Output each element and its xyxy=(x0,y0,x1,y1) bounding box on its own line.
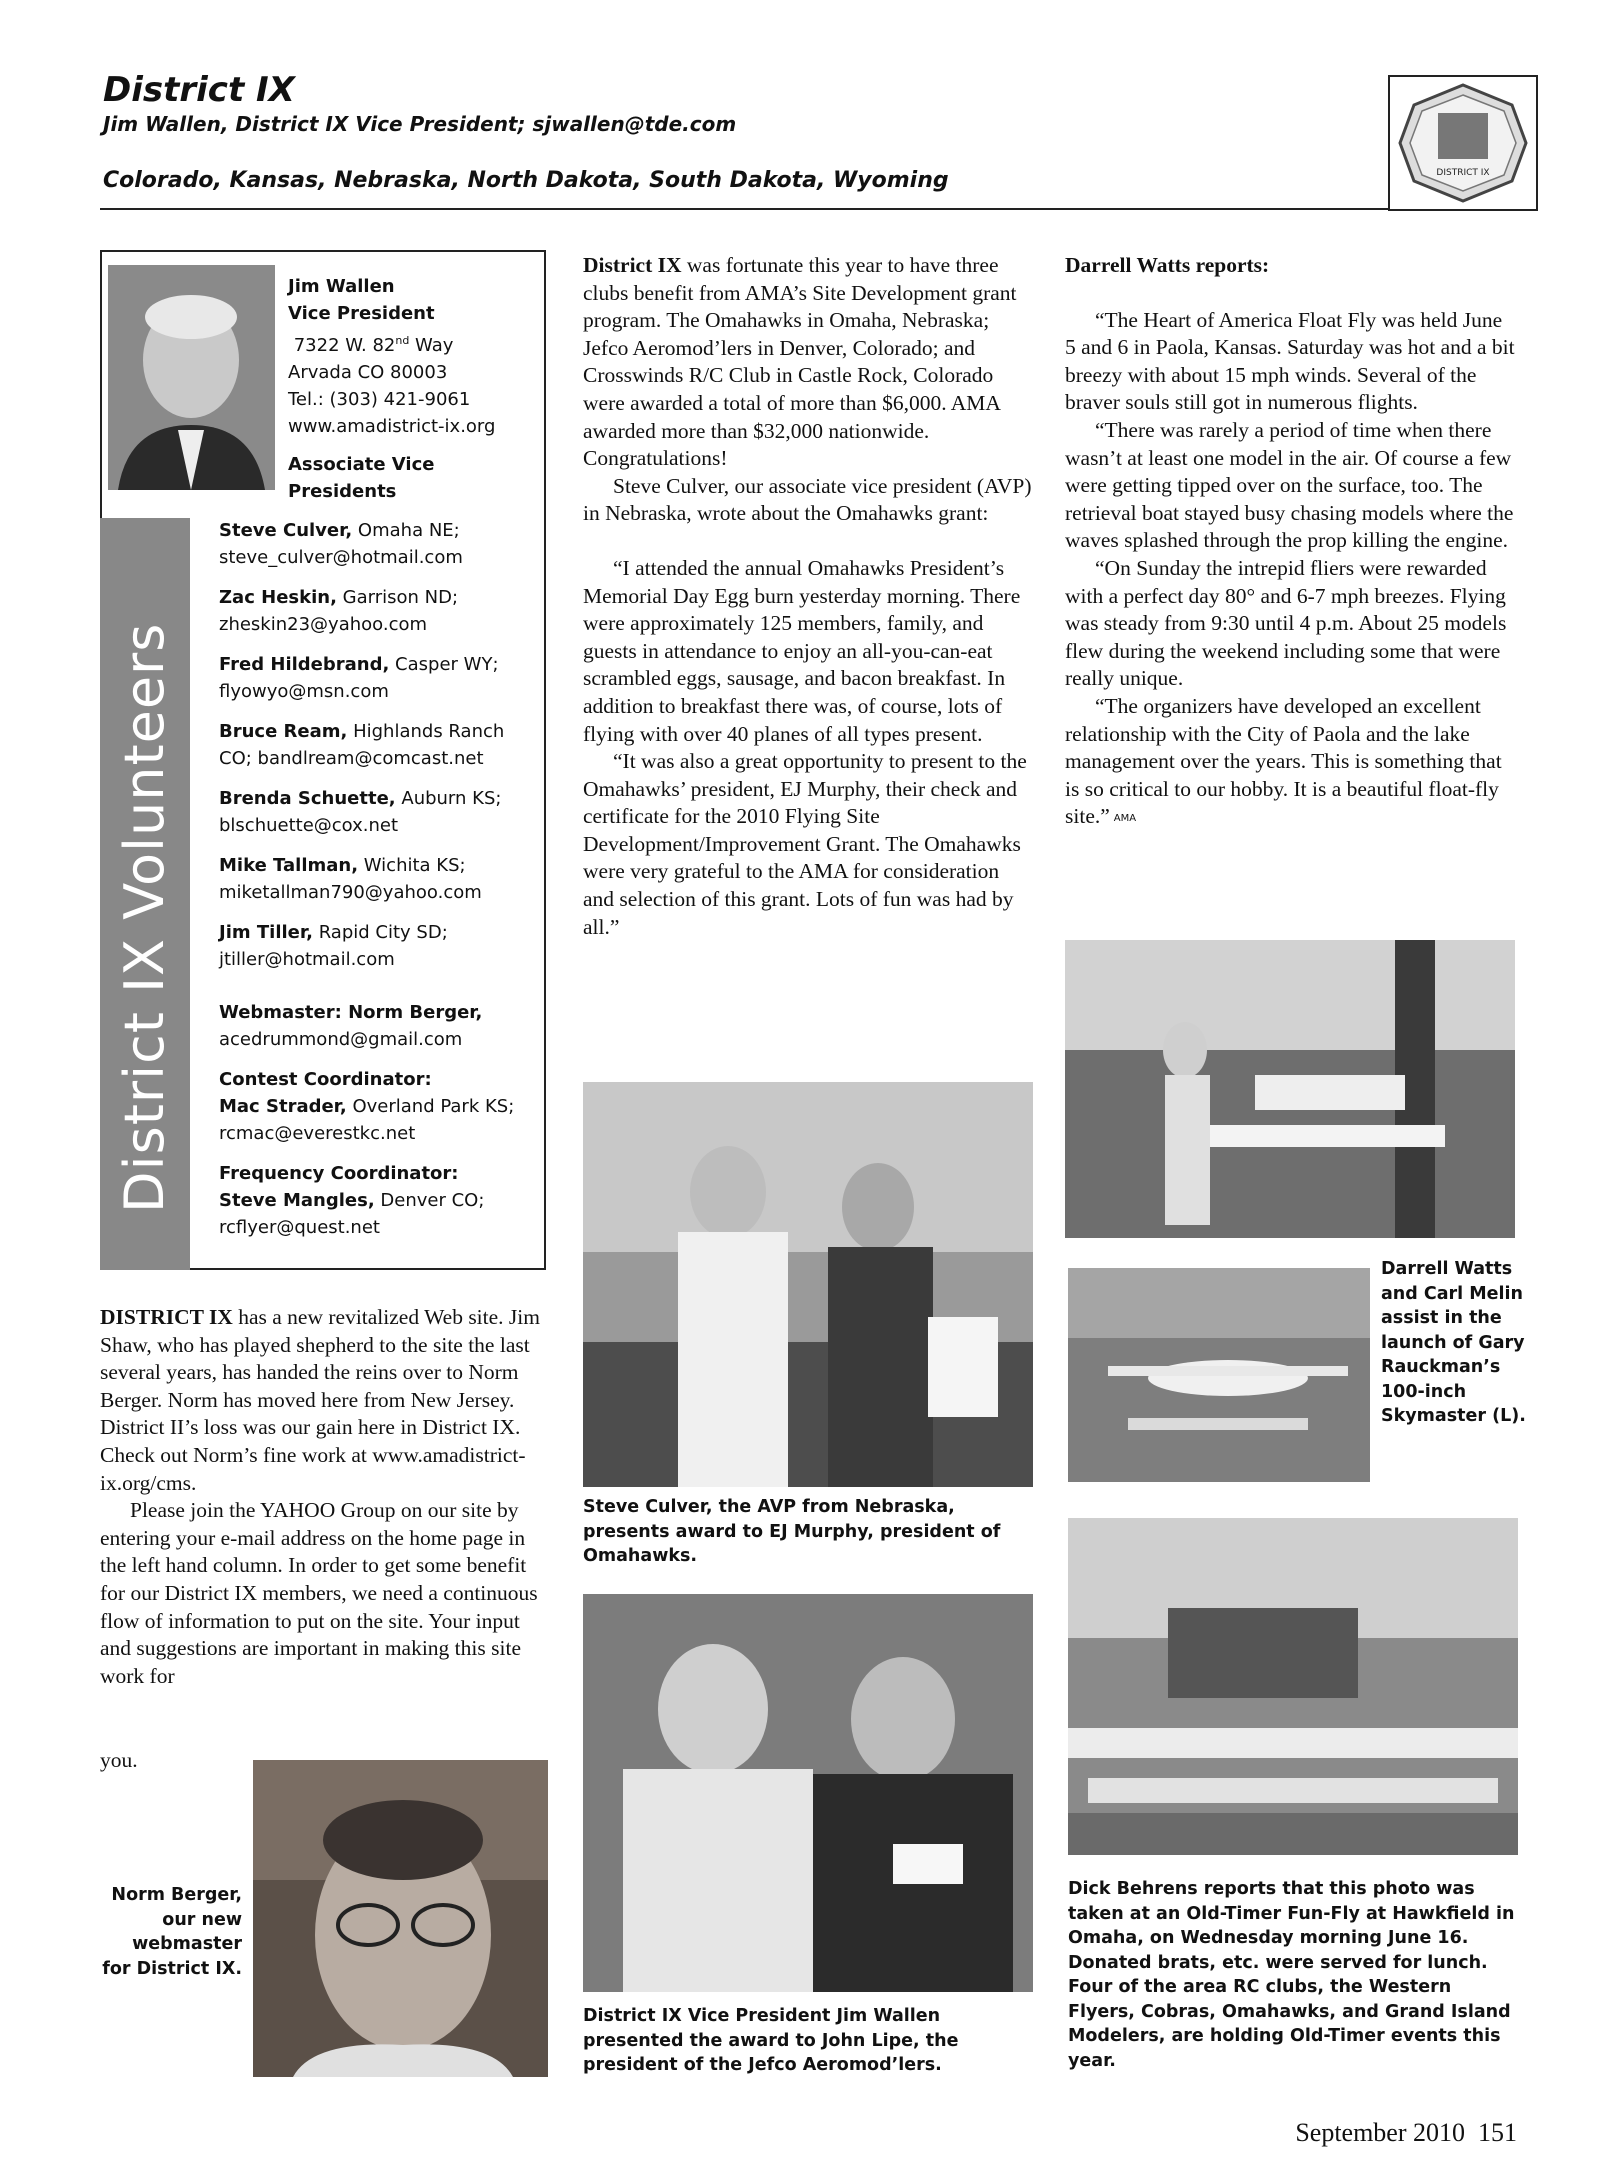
float-fly-photo xyxy=(1065,940,1515,1238)
avp-email[interactable]: jtiller@hotmail.com xyxy=(219,949,395,970)
column1-para1: DISTRICT IX has a new revitalized Web site. Jim Shaw, who has played shepherd to the site the last several years, has handed the reins over to Norm Berger. Norm has moved here from New Jersey. District II’s loss was our gain here in District IX. Check out Norm’s fine work at www.amadistrict-ix.org/cms. xyxy=(100,1305,540,1495)
avp-email[interactable]: zheskin23@yahoo.com xyxy=(219,614,428,635)
district-states: Colorado, Kansas, Nebraska, North Dakota, South Dakota, Wyoming xyxy=(103,168,949,193)
culver-murphy-caption: Steve Culver, the AVP from Nebraska, presents award to EJ Murphy, president of Omahawks. xyxy=(583,1497,1001,1566)
avp-email[interactable]: flyowyo@msn.com xyxy=(219,681,389,702)
culver-murphy-photo xyxy=(583,1082,1033,1487)
column2-para2: Steve Culver, our associate vice president (AVP) in Nebraska, wrote about the Omahawks grant: xyxy=(583,473,1032,526)
old-timer-caption: Dick Behrens reports that this photo was taken at an Old-Timer Fun-Fly at Hawkfield in Omaha, on Wednesday morning June 16. Donated brats, etc. were served for lunch. Four of the area RC clubs, the Western Flyers, Cobras, Omahawks, and Grand Island Modelers, are holding Old-Timer events this year. xyxy=(1068,1879,1515,2071)
header-rule xyxy=(100,208,1390,210)
frequency-email[interactable]: rcflyer@quest.net xyxy=(219,1217,380,1238)
webmaster-entry: Webmaster: Norm Berger, acedrummond@gmail.com xyxy=(219,1002,483,1050)
vp-role: Vice President xyxy=(288,303,435,324)
column3-heading: Darrell Watts reports: xyxy=(1065,253,1270,277)
avp-heading-line2: Presidents xyxy=(288,481,397,502)
avp-entry: Mike Tallman, Wichita KS; miketallman790@yahoo.com xyxy=(219,855,482,903)
wallen-lipe-photo xyxy=(583,1594,1033,1992)
district-logo xyxy=(1388,75,1538,211)
avp-entry: Bruce Ream, Highlands Ranch CO; bandlream@comcast.net xyxy=(219,721,505,769)
column1-para2-end: you. xyxy=(100,1748,138,1772)
skymaster-caption: Darrell Watts and Carl Melin assist in the launch of Gary Rauckman’s 100-inch Skymaster (L). xyxy=(1381,1259,1526,1426)
column1-article xyxy=(100,1304,548,1690)
column2-para1: District IX was fortunate this year to have three clubs benefit from AMA’s Site Development grant program. The Omahawks in Omaha, Nebraska; Jefco Aeromod’lers in Denver, Colorado; and Crosswinds R/C Club in Castle Rock, Colorado were awarded a total of more than $6,000. AMA awarded more than $32,000 nationwide. Congratulations! xyxy=(583,253,1017,471)
column2-article xyxy=(583,252,1033,941)
page-footer: September 2010 151 xyxy=(1295,2118,1517,2147)
avp-heading-line1: Associate Vice xyxy=(288,454,435,475)
column3-article xyxy=(1065,252,1515,832)
norm-berger-photo xyxy=(253,1760,548,2077)
avp-email[interactable]: miketallman790@yahoo.com xyxy=(219,882,482,903)
avp-email[interactable]: CO; bandlream@comcast.net xyxy=(219,748,484,769)
avp-email[interactable]: blschuette@cox.net xyxy=(219,815,399,836)
avp-email[interactable]: steve_culver@hotmail.com xyxy=(219,547,463,568)
column3-para3: “On Sunday the intrepid fliers were rewarded with a perfect day 80° and 6-7 mph breezes. Flying was steady from 9:30 until 4 p.m. About 25 models flew during the weekend including some that were really unique. xyxy=(1065,555,1507,691)
vp-city: Arvada CO 80003 xyxy=(288,362,448,383)
wallen-lipe-caption: District IX Vice President Jim Wallen presented the award to John Lipe, the president of the Jefco Aeromod’lers. xyxy=(583,2006,959,2075)
old-timer-photo xyxy=(1068,1518,1518,1855)
avp-entry: Jim Tiller, Rapid City SD; jtiller@hotmail.com xyxy=(219,922,448,970)
district-logo-seal xyxy=(1390,77,1536,209)
skymaster-photo xyxy=(1068,1268,1370,1482)
avp-entry: Zac Heskin, Garrison ND; zheskin23@yahoo.com xyxy=(219,587,459,635)
column3-para4: “The organizers have developed an excellent relationship with the City of Paola and the lake management over the years. This is something that is so critical to our hobby. It is a beautiful float-fly site.” AMA xyxy=(1065,693,1502,829)
frequency-coordinator-entry: Frequency Coordinator: Steve Mangles, Denver CO; rcflyer@quest.net xyxy=(219,1163,485,1238)
vp-name: Jim Wallen xyxy=(288,276,395,297)
vp-street: 7322 W. 82nd Way xyxy=(293,334,454,356)
volunteers-vertical-label: District IX Volunteers xyxy=(113,622,176,1213)
avp-entry: Steve Culver, Omaha NE; steve_culver@hotmail.com xyxy=(219,520,463,568)
norm-berger-caption: Norm Berger, our new webmaster for District IX. xyxy=(102,1885,242,1979)
contest-email[interactable]: rcmac@everestkc.net xyxy=(219,1123,416,1144)
avp-list xyxy=(219,517,539,1241)
vp-contact xyxy=(288,273,538,505)
column2-para4: “It was also a great opportunity to present to the Omahawks’ president, EJ Murphy, their check and certificate for the 2010 Flying Site Development/Improvement Grant. The Omahawks were very grateful to the AMA for consideration and selection of this grant. Lots of fun was had by all.” xyxy=(583,749,1027,939)
column1-para2: Please join the YAHOO Group on our site by entering your e-mail address on the home page in the left hand column. In order to get some benefit for our District IX members, we need a continuous flow of information to put on the site. Your input and suggestions are important in making this site work for xyxy=(100,1498,538,1688)
vp-web-link[interactable]: www.amadistrict-ix.org xyxy=(288,416,496,437)
column3-para1: “The Heart of America Float Fly was held June 5 and 6 in Paola, Kansas. Saturday was hot and a bit breezy with about 15 mph winds. Several of the braver souls still got in numerous flights. xyxy=(1065,307,1515,415)
avp-entry: Brenda Schuette, Auburn KS; blschuette@cox.net xyxy=(219,788,502,836)
avp-entry: Fred Hildebrand, Casper WY; flyowyo@msn.com xyxy=(219,654,499,702)
column2-para3: “I attended the annual Omahawks President’s Memorial Day Egg burn yesterday morning. There were approximately 125 members, family, and guests in attendance to enjoy an all-you-can-eat scrambled eggs, sausage, and bacon breakfast. In addition to breakfast there was, of course, lots of flying with over 40 planes of all types present. xyxy=(583,555,1021,746)
contest-coordinator-entry: Contest Coordinator: Mac Strader, Overland Park KS; rcmac@everestkc.net xyxy=(219,1069,515,1144)
column3-para2: “There was rarely a period of time when there wasn’t at least one model in the air. Of course a few were getting tipped over on the surface, too. The retrieval boat stayed busy chasing models where the waves splashed through the prop killing the engine. xyxy=(1065,417,1514,553)
jim-wallen-photo xyxy=(108,265,275,490)
webmaster-email[interactable]: acedrummond@gmail.com xyxy=(219,1029,463,1050)
logo-label: DISTRICT IX xyxy=(1436,168,1490,178)
page-subtitle: Jim Wallen, District IX Vice President; sjwallen@tde.com xyxy=(103,112,737,136)
ama-end-mark: AMA xyxy=(1113,812,1137,824)
vp-tel: Tel.: (303) 421-9061 xyxy=(288,389,471,410)
page-title: District IX xyxy=(103,70,295,110)
